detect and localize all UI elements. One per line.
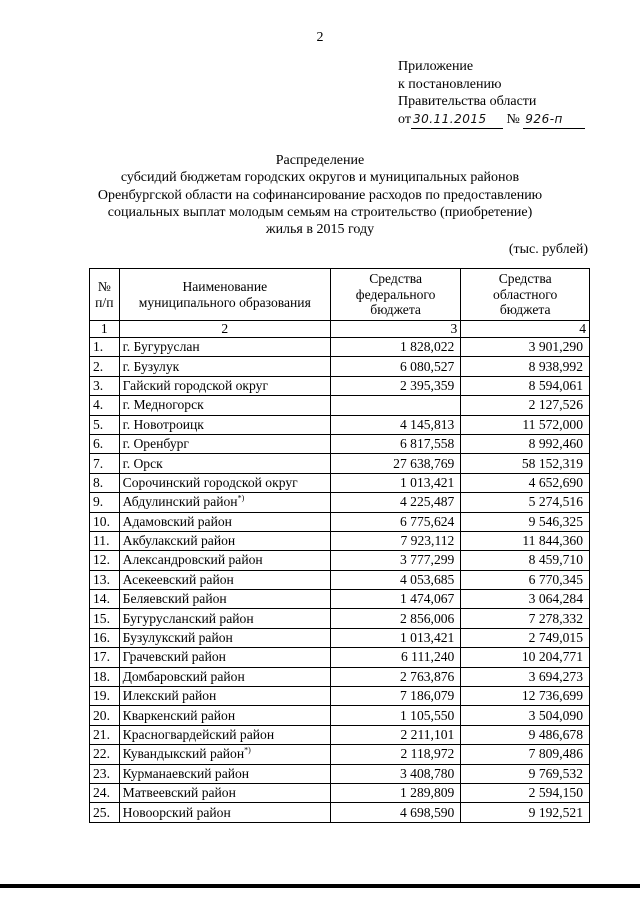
federal-amount-text: 1 828,022 — [399, 339, 455, 355]
heading-line: субсидий бюджетам городских округов и муниципальных районов — [120, 170, 520, 186]
municipality-name-text: г. Бузулук — [122, 358, 180, 374]
table-body — [90, 338, 590, 823]
federal-amount-text: 1 013,421 — [399, 630, 455, 646]
from-label: от — [398, 111, 411, 127]
row-number — [90, 531, 120, 550]
municipality-name — [119, 531, 330, 550]
federal-amount — [330, 338, 460, 357]
row-number — [90, 667, 120, 686]
row-number-text: 8. — [93, 474, 104, 490]
federal-amount-text: 7 923,112 — [400, 533, 455, 549]
municipality-name-text: Акбулакский район — [122, 533, 236, 549]
handwritten-date: 30.11.2015 — [411, 111, 503, 130]
row-number-text: 7. — [93, 455, 104, 471]
municipality-name — [119, 551, 330, 570]
regional-amount — [461, 338, 590, 357]
header-text: бюджета — [499, 302, 551, 318]
federal-amount-text: 1 105,550 — [399, 707, 455, 723]
federal-amount — [330, 376, 460, 395]
regional-amount — [461, 764, 590, 783]
federal-amount — [330, 609, 460, 628]
table-row — [90, 667, 590, 686]
municipality-name-text: Илекский район — [122, 688, 217, 704]
federal-amount-text: 4 225,487 — [399, 494, 455, 510]
municipality-name — [119, 376, 330, 395]
federal-amount-text: 1 289,809 — [399, 785, 455, 801]
table-row — [90, 473, 590, 492]
units-note: (тыс. рублей) — [508, 242, 588, 257]
federal-amount-text: 2 395,359 — [399, 377, 455, 393]
municipality-name-text: Асекеевский район — [122, 571, 234, 587]
heading-line: социальных выплат молодым семьям на строительство (приобретение) — [107, 204, 533, 220]
table-row — [90, 531, 590, 550]
header-text: Наименование — [182, 279, 268, 294]
regional-amount — [461, 454, 590, 473]
column-index-row — [90, 321, 590, 338]
row-number-text: 23. — [93, 765, 110, 781]
page-bottom-rule — [0, 884, 640, 888]
federal-amount — [330, 415, 460, 434]
table-row — [90, 376, 590, 395]
regional-amount — [461, 609, 590, 628]
federal-amount-text: 6 775,624 — [399, 513, 455, 529]
regional-amount — [461, 493, 590, 512]
heading-line: Оренбургской области на софинансирование расходов по предоставлению — [97, 187, 543, 203]
header-text: муниципального образования — [138, 294, 311, 310]
federal-amount-text: 2 763,876 — [399, 668, 455, 684]
municipality-name-text: Курманаевский район — [122, 765, 250, 781]
row-number-text: 25. — [93, 804, 110, 820]
regional-amount — [461, 725, 590, 744]
municipality-name-text: Адамовский район — [122, 513, 232, 529]
federal-amount — [330, 628, 460, 647]
municipality-name-text: Красногвардейский район — [122, 727, 275, 742]
table-row — [90, 783, 590, 802]
row-number — [90, 628, 120, 647]
row-number — [90, 570, 120, 589]
municipality-name — [119, 415, 330, 434]
footnote-mark: *) — [237, 493, 245, 503]
federal-amount-text: 6 111,240 — [400, 649, 455, 665]
municipality-name-text: Александровский район — [122, 552, 263, 568]
header-name — [119, 269, 330, 321]
municipality-name-text: Новоорский район — [122, 804, 231, 820]
regional-amount-text: 6 770,345 — [528, 571, 583, 587]
row-number — [90, 338, 120, 357]
regional-amount — [461, 531, 590, 550]
row-number — [90, 396, 120, 415]
row-number-text: 4. — [93, 397, 104, 413]
regional-amount-text: 2 594,150 — [528, 785, 583, 801]
municipality-name — [119, 493, 330, 512]
regional-amount — [461, 783, 590, 802]
regional-amount-text: 7 809,486 — [528, 746, 583, 762]
municipality-name — [119, 434, 330, 453]
appendix-line: Правительства области — [398, 94, 537, 109]
regional-amount — [461, 706, 590, 725]
row-number-text: 18. — [93, 668, 110, 684]
row-number — [90, 803, 120, 822]
municipality-name-text: г. Медногорск — [122, 397, 204, 413]
row-number — [90, 454, 120, 473]
federal-amount — [330, 687, 460, 706]
regional-amount-text: 8 594,061 — [528, 377, 583, 393]
row-number — [90, 376, 120, 395]
federal-amount-text: 4 698,590 — [399, 804, 455, 820]
regional-amount — [461, 667, 590, 686]
row-number-text: 13. — [93, 571, 110, 587]
regional-amount — [461, 512, 590, 531]
number-label: № — [506, 111, 520, 127]
municipality-name-text: Бугурусланский район — [122, 610, 254, 626]
federal-amount-text: 2 211,101 — [400, 727, 455, 742]
municipality-name — [119, 473, 330, 492]
header-number — [90, 269, 120, 321]
header-text: областного — [493, 286, 558, 302]
row-number — [90, 725, 120, 744]
regional-amount-text: 8 992,460 — [528, 436, 583, 452]
federal-amount — [330, 512, 460, 531]
row-number-text: 1. — [93, 339, 104, 355]
municipality-name-text: г. Бугуруслан — [122, 339, 200, 355]
row-number — [90, 706, 120, 725]
regional-amount — [461, 396, 590, 415]
municipality-name-text: Грачевский район — [122, 649, 226, 665]
table-row — [90, 396, 590, 415]
row-number-text: 17. — [93, 649, 110, 665]
header-regional — [461, 269, 590, 321]
row-number-text: 2. — [93, 358, 104, 374]
regional-amount — [461, 434, 590, 453]
municipality-name-text: г. Новотроицк — [122, 416, 204, 432]
row-number-text: 6. — [93, 436, 104, 452]
table-row — [90, 628, 590, 647]
municipality-name-text: Сорочинский городской округ — [122, 474, 298, 490]
federal-amount-text: 1 474,067 — [399, 591, 455, 607]
municipality-name — [119, 648, 330, 667]
municipality-name — [119, 396, 330, 415]
municipality-name-text: г. Оренбург — [122, 436, 189, 452]
regional-amount — [461, 648, 590, 667]
table-row — [90, 590, 590, 609]
regional-amount-text: 9 192,521 — [528, 804, 583, 820]
regional-amount — [461, 473, 590, 492]
regional-amount-text: 9 769,532 — [528, 765, 583, 781]
regional-amount-text: 8 938,992 — [528, 358, 583, 374]
regional-amount-text: 7 278,332 — [528, 610, 583, 626]
header-text: федерального — [355, 286, 436, 302]
appendix-date-line — [398, 111, 585, 130]
table-row — [90, 415, 590, 434]
municipality-name-text: Кувандыкский район — [122, 746, 245, 762]
regional-amount — [461, 687, 590, 706]
federal-amount — [330, 551, 460, 570]
table-row — [90, 551, 590, 570]
heading-line: жилья в 2015 году — [265, 222, 375, 238]
federal-amount — [330, 783, 460, 802]
municipality-name-text: Гайский городской округ — [122, 377, 269, 393]
federal-amount — [330, 667, 460, 686]
table-row — [90, 357, 590, 376]
municipality-name — [119, 357, 330, 376]
row-number — [90, 357, 120, 376]
row-number — [90, 434, 120, 453]
table-row — [90, 609, 590, 628]
municipality-name-text: Абдулинский район — [122, 494, 238, 510]
municipality-name-text: Кваркенский район — [122, 707, 236, 723]
appendix-block — [398, 58, 585, 129]
federal-amount — [330, 706, 460, 725]
federal-amount — [330, 396, 460, 415]
federal-amount — [330, 803, 460, 822]
heading-line: Распределение — [275, 153, 365, 168]
federal-amount-text: 4 053,685 — [399, 571, 455, 587]
municipality-name — [119, 570, 330, 589]
federal-amount — [330, 764, 460, 783]
table-row — [90, 648, 590, 667]
row-number — [90, 493, 120, 512]
regional-amount — [461, 570, 590, 589]
federal-amount — [330, 454, 460, 473]
municipality-name — [119, 609, 330, 628]
regional-amount-text: 11 572,000 — [522, 416, 583, 432]
federal-amount-text: 3 408,780 — [399, 765, 455, 781]
column-index: 1 — [90, 321, 120, 338]
row-number — [90, 473, 120, 492]
municipality-name — [119, 687, 330, 706]
federal-amount-text: 2 118,972 — [400, 746, 455, 762]
table-row — [90, 493, 590, 512]
municipality-name — [119, 338, 330, 357]
municipality-name — [119, 590, 330, 609]
row-number — [90, 745, 120, 764]
municipality-name — [119, 706, 330, 725]
table-row — [90, 687, 590, 706]
row-number-text: 12. — [93, 552, 110, 568]
federal-amount — [330, 493, 460, 512]
regional-amount-text: 58 152,319 — [521, 455, 583, 471]
federal-amount-text: 7 186,079 — [399, 688, 455, 704]
handwritten-number: 926-п — [523, 111, 585, 130]
row-number-text: 22. — [93, 746, 110, 762]
regional-amount — [461, 376, 590, 395]
regional-amount — [461, 415, 590, 434]
header-text: Средства — [498, 271, 552, 287]
row-number-text: 3. — [93, 377, 104, 393]
regional-amount-text: 10 204,771 — [521, 649, 583, 665]
row-number-text: 10. — [93, 513, 110, 529]
page-number: 2 — [316, 30, 324, 45]
federal-amount — [330, 531, 460, 550]
municipality-name — [119, 783, 330, 802]
regional-amount-text: 9 546,325 — [528, 513, 583, 529]
row-number-text: 11. — [93, 533, 110, 549]
row-number — [90, 687, 120, 706]
subsidy-table — [89, 268, 590, 823]
regional-amount-text: 2 127,526 — [528, 397, 583, 413]
federal-amount-text: 6 817,558 — [399, 436, 455, 452]
row-number-text: 5. — [93, 416, 104, 432]
municipality-name — [119, 725, 330, 744]
row-number — [90, 551, 120, 570]
header-federal — [330, 269, 460, 321]
table-row — [90, 706, 590, 725]
table-row — [90, 454, 590, 473]
regional-amount — [461, 590, 590, 609]
column-index: 2 — [119, 321, 330, 338]
regional-amount-text: 3 064,284 — [528, 591, 583, 607]
column-index: 3 — [330, 321, 460, 338]
row-number — [90, 609, 120, 628]
regional-amount-text: 11 844,360 — [522, 533, 583, 549]
table-row — [90, 570, 590, 589]
municipality-name — [119, 667, 330, 686]
federal-amount-text: 3 777,299 — [399, 552, 455, 568]
federal-amount — [330, 648, 460, 667]
row-number-text: 21. — [93, 727, 110, 742]
federal-amount-text: 6 080,527 — [399, 358, 455, 374]
table-row — [90, 725, 590, 744]
row-number — [90, 764, 120, 783]
appendix-line: Приложение — [398, 59, 474, 74]
municipality-name-text: Матвеевский район — [122, 785, 236, 801]
header-text: п/п — [95, 294, 114, 310]
federal-amount-text: 27 638,769 — [393, 455, 455, 471]
row-number-text: 14. — [93, 591, 110, 607]
municipality-name — [119, 764, 330, 783]
regional-amount — [461, 803, 590, 822]
header-text: Средства — [369, 271, 423, 287]
federal-amount — [330, 570, 460, 589]
header-text: бюджета — [370, 302, 421, 318]
municipality-name — [119, 628, 330, 647]
table-header-row — [90, 269, 590, 321]
regional-amount — [461, 551, 590, 570]
row-number — [90, 512, 120, 531]
row-number — [90, 648, 120, 667]
footnote-mark: *) — [244, 745, 251, 755]
regional-amount — [461, 628, 590, 647]
regional-amount-text: 9 486,678 — [528, 727, 583, 742]
federal-amount — [330, 434, 460, 453]
regional-amount-text: 8 459,710 — [528, 552, 583, 568]
regional-amount-text: 3 504,090 — [528, 707, 583, 723]
row-number-text: 20. — [93, 707, 110, 723]
row-number-text: 9. — [93, 494, 104, 510]
row-number-text: 19. — [93, 688, 110, 704]
federal-amount — [330, 357, 460, 376]
row-number-text: 24. — [93, 785, 110, 801]
table-row — [90, 512, 590, 531]
municipality-name — [119, 512, 330, 531]
municipality-name-text: г. Орск — [122, 455, 163, 471]
federal-amount-text: 1 013,421 — [399, 474, 455, 490]
municipality-name — [119, 454, 330, 473]
regional-amount-text: 4 652,690 — [528, 474, 583, 490]
federal-amount — [330, 590, 460, 609]
regional-amount-text: 3 694,273 — [528, 668, 583, 684]
document-heading — [0, 152, 640, 238]
table-row — [90, 803, 590, 822]
municipality-name-text: Домбаровский район — [122, 668, 245, 684]
municipality-name-text: Бузулукский район — [122, 630, 233, 646]
federal-amount-text: 4 145,813 — [399, 416, 455, 432]
regional-amount-text: 3 901,290 — [528, 339, 583, 355]
row-number — [90, 590, 120, 609]
regional-amount-text: 5 274,516 — [528, 494, 583, 510]
row-number-text: 15. — [93, 610, 110, 626]
row-number — [90, 783, 120, 802]
federal-amount — [330, 473, 460, 492]
table-row — [90, 338, 590, 357]
regional-amount — [461, 357, 590, 376]
column-index: 4 — [461, 321, 590, 338]
municipality-name — [119, 745, 330, 764]
header-text: № — [97, 279, 111, 294]
municipality-name-text: Беляевский район — [122, 591, 227, 607]
regional-amount — [461, 745, 590, 764]
row-number — [90, 415, 120, 434]
appendix-line: к постановлению — [398, 76, 502, 92]
municipality-name — [119, 803, 330, 822]
table-row — [90, 434, 590, 453]
federal-amount — [330, 725, 460, 744]
regional-amount-text: 12 736,699 — [521, 688, 583, 704]
table-row — [90, 764, 590, 783]
federal-amount-text: 2 856,006 — [399, 610, 455, 626]
regional-amount-text: 2 749,015 — [528, 630, 583, 646]
federal-amount — [330, 745, 460, 764]
row-number-text: 16. — [93, 630, 110, 646]
table-row — [90, 745, 590, 764]
